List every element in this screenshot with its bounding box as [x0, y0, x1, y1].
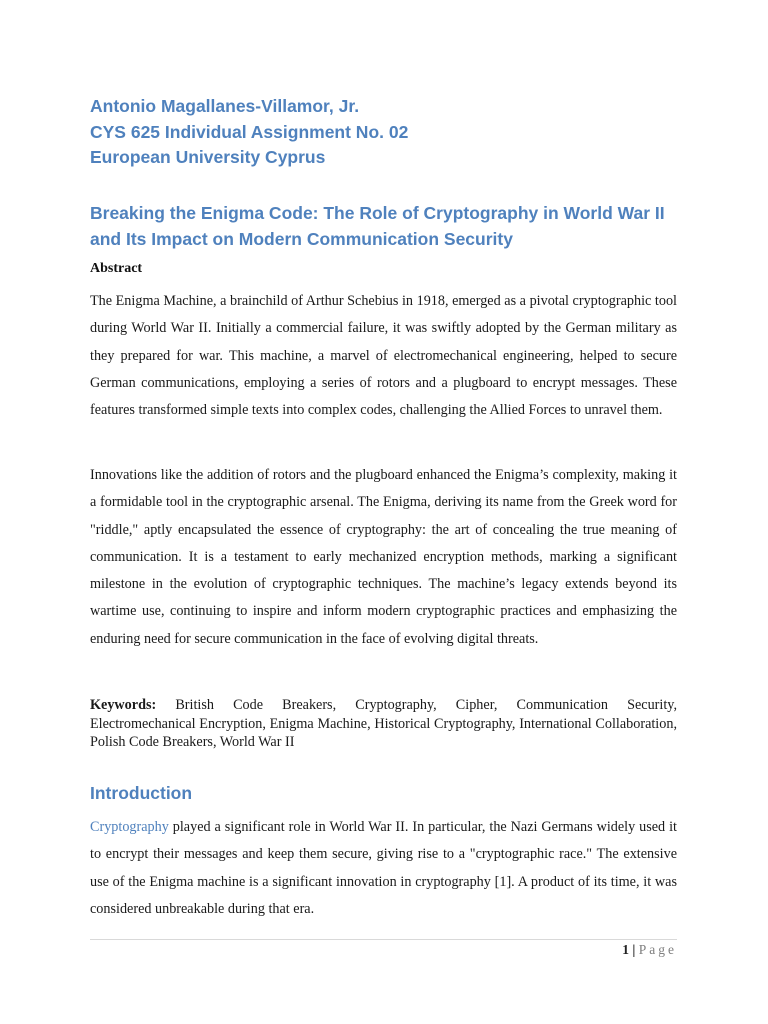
abstract-paragraph-2: Innovations like the addition of rotors and the plugboard enhanced the Enigma’s complexity, making it a formidable tool in the cryptographic arsenal. The Enigma, deriving its name from the Greek word for "riddle," aptly encapsulated the essence of cryptography: the art of concealing the true meaning of communication. It is a testament to early mechanized encryption methods, marking a significant milestone in the evolution of cryptographic techniques. The machine’s legacy extends beyond its wartime use, continuing to inspire and inform modern cryptographic practices and emphasizing the enduring need for secure communication in the face of evolving digital threats.: [90, 467, 677, 647]
page-label: Page: [638, 942, 677, 957]
paper-title: Breaking the Enigma Code: The Role of Cryptography in World War II and Its Impact on Modern Communication Security: [90, 203, 665, 249]
introduction-paragraph: [90, 814, 677, 923]
document-page: [90, 0, 677, 1024]
page-footer: [622, 942, 677, 958]
footer-divider: [90, 939, 677, 940]
keywords-block: [90, 696, 677, 752]
course-assignment: CYS 625 Individual Assignment No. 02: [90, 121, 409, 142]
abstract-paragraph-1: The Enigma Machine, a brainchild of Arthur Schebius in 1918, emerged as a pivotal cryptographic tool during World War II. Initially a commercial failure, it was swiftly adopted by the German military as they prepared for war. This machine, a marvel of electromechanical engineering, helped to secure German communications, employing a series of rotors and a plugboard to encrypt messages. These features transformed simple texts into complex codes, challenging the Allied Forces to unravel them.: [90, 293, 677, 419]
page-number: 1: [622, 942, 630, 957]
abstract-heading: Abstract: [90, 261, 143, 276]
introduction-text: played a significant role in World War II. In particular, the Nazi Germans widely used it to encrypt their messages and keep them secure, giving rise to a "cryptographic race." The extensive use of the Enigma machine is a significant innovation in cryptography [1]. A product of its time, it was considered unbreakable during that era.: [90, 819, 677, 917]
author-name: Antonio Magallanes-Villamor, Jr.: [90, 96, 360, 116]
keywords-list: British Code Breakers, Cryptography, Cipher, Communication Security, Electromechanical Encryption, Enigma Machine, Historical Cryptography, International Collaboration, Polish Code Breakers, World War II: [90, 697, 677, 750]
introduction-heading: Introduction: [90, 783, 193, 803]
keywords-label: Keywords:: [90, 697, 157, 713]
document-header: [90, 94, 677, 171]
institution-name: European University Cyprus: [90, 147, 326, 167]
cryptography-link[interactable]: Cryptography: [90, 819, 169, 835]
footer-separator: |: [632, 942, 636, 957]
